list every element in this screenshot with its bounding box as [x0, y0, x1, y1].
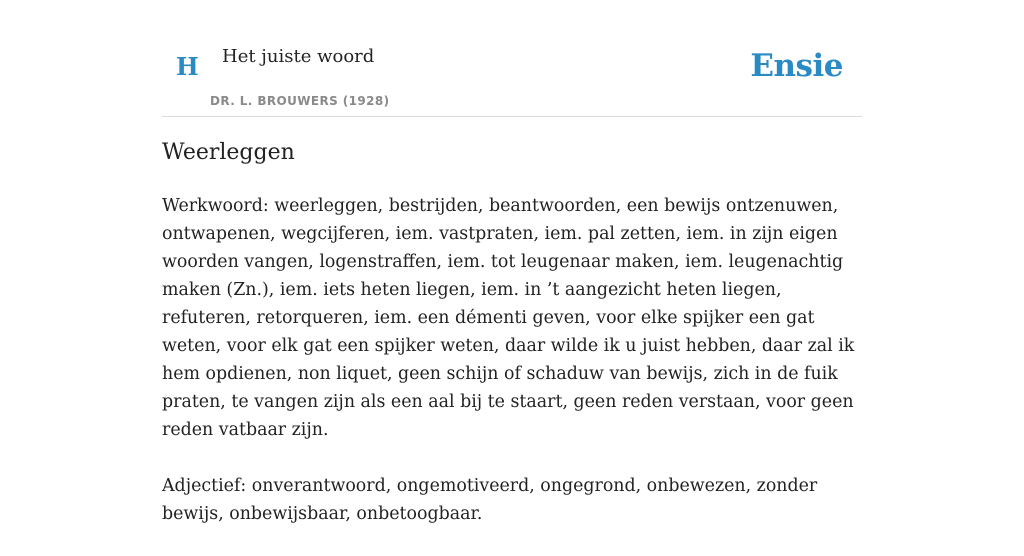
entry-body [162, 192, 862, 556]
letter-index-link[interactable]: H [176, 52, 199, 81]
book-author: DR. L. BROUWERS (1928) [210, 94, 390, 108]
book-title[interactable]: Het juiste woord [222, 46, 375, 67]
entry-paragraph-verb: Werkwoord: weerleggen, bestrijden, beantwoorden, een bewijs ontzenuwen, ontwapenen, wegcijferen, iem. vastpraten, iem. pal zetten, iem. in zijn eigen woorden vangen, logenstraffen, iem. tot leugenaar maken, iem. leugenachtig maken (Zn.), iem. iets heten liegen, iem. in ’t aangezicht heten liegen, refuteren, retorqueren, iem. een démenti geven, voor elke spijker een gat weten, voor elk gat een spijker weten, daar wilde ik u juist hebben, daar zal ik hem opdienen, non liquet, geen schijn of schaduw van bewijs, zich in de fuik praten, te vangen zijn als een aal bij te staart, geen reden verstaan, voor geen reden vatbaar zijn. [162, 196, 855, 440]
entry-title: Weerleggen [162, 140, 295, 165]
ensie-logo[interactable]: Ensie [750, 48, 843, 84]
entry-paragraph-adjective: Adjectief: onverantwoord, ongemotiveerd, ongegrond, onbewezen, zonder bewijs, onbewijsbaar, onbetoogbaar. [162, 476, 818, 524]
book-header [162, 0, 862, 117]
